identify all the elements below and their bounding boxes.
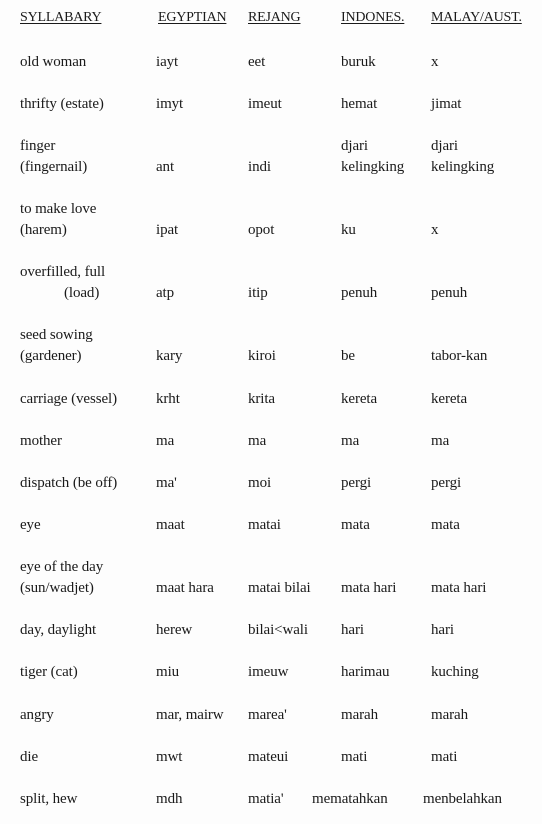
cell-malay bbox=[431, 431, 449, 452]
cell-syllabary bbox=[20, 557, 103, 599]
cell-egyptian bbox=[156, 473, 177, 494]
cell-line: mateui bbox=[248, 749, 289, 765]
cell-line: mematahkan bbox=[312, 791, 388, 807]
cell-syllabary bbox=[20, 747, 38, 768]
cell-line: old woman bbox=[20, 54, 87, 70]
cell-line bbox=[431, 325, 487, 346]
cell-syllabary bbox=[20, 52, 86, 73]
cell-line bbox=[341, 262, 377, 283]
cell-line bbox=[431, 199, 438, 220]
cell-egyptian bbox=[156, 557, 214, 599]
cell-malay bbox=[431, 705, 468, 726]
cell-line: matia' bbox=[248, 791, 284, 807]
cell-rejang bbox=[248, 557, 311, 599]
cell-line: ant bbox=[156, 159, 175, 175]
cell-line: hemat bbox=[341, 96, 378, 112]
cell-line: dispatch (be off) bbox=[20, 475, 118, 491]
cell-line: kuching bbox=[431, 664, 479, 680]
cell-rejang bbox=[248, 52, 265, 73]
cell-line: mati bbox=[431, 749, 458, 765]
cell-egyptian bbox=[156, 262, 174, 304]
cell-line: mata hari bbox=[431, 580, 487, 596]
cell-syllabary bbox=[20, 662, 78, 683]
cell-line: harimau bbox=[341, 664, 390, 680]
cell-rejang bbox=[248, 747, 288, 768]
cell-egyptian bbox=[156, 94, 183, 115]
cell-malay bbox=[431, 52, 438, 73]
cell-line bbox=[156, 262, 174, 283]
cell-malay bbox=[431, 199, 438, 241]
cell-line: djari bbox=[431, 138, 458, 154]
cell-line: mata hari bbox=[341, 580, 397, 596]
cell-line bbox=[341, 199, 356, 220]
cell-malay bbox=[431, 136, 494, 178]
cell-line: day, daylight bbox=[20, 622, 97, 638]
cell-line: ma bbox=[248, 433, 267, 449]
cell-egyptian bbox=[156, 199, 178, 241]
cell-syllabary bbox=[20, 262, 105, 304]
cell-syllabary bbox=[20, 389, 117, 410]
cell-line: atp bbox=[156, 285, 175, 301]
cell-line: krht bbox=[156, 391, 180, 407]
cell-line: mar, mairw bbox=[156, 707, 224, 723]
cell-egyptian bbox=[156, 431, 174, 452]
cell-indones bbox=[341, 136, 404, 178]
cell-line bbox=[248, 262, 268, 283]
cell-indones bbox=[341, 262, 377, 304]
cell-line: herew bbox=[156, 622, 193, 638]
cell-syllabary bbox=[20, 620, 96, 641]
cell-line: ma' bbox=[156, 475, 177, 491]
header-egyptian: EGYPTIAN bbox=[158, 10, 227, 25]
cell-egyptian bbox=[156, 747, 182, 768]
cell-indones bbox=[341, 747, 367, 768]
cell-line: pergi bbox=[341, 475, 372, 491]
cell-line: penuh bbox=[341, 285, 378, 301]
cell-rejang bbox=[248, 199, 274, 241]
cell-line: finger bbox=[20, 138, 56, 154]
cell-line: die bbox=[20, 749, 39, 765]
cell-line: carriage (vessel) bbox=[20, 391, 117, 407]
cell-malay bbox=[431, 389, 467, 410]
cell-line bbox=[248, 557, 311, 578]
cell-line bbox=[156, 136, 174, 157]
cell-indones bbox=[341, 325, 355, 367]
cell-indones bbox=[341, 94, 377, 115]
cell-line: maat bbox=[156, 517, 185, 533]
cell-syllabary bbox=[20, 789, 77, 810]
cell-line bbox=[156, 325, 182, 346]
cell-line: ma bbox=[156, 433, 175, 449]
cell-line: hari bbox=[431, 622, 454, 638]
cell-line: itip bbox=[248, 285, 268, 301]
cell-malay bbox=[431, 325, 487, 367]
cell-line: mata bbox=[431, 517, 460, 533]
cell-line: hari bbox=[341, 622, 364, 638]
cell-rejang bbox=[248, 325, 276, 367]
cell-line bbox=[341, 325, 355, 346]
cell-line: seed sowing bbox=[20, 327, 93, 343]
header-malay-aust: MALAY/AUST. bbox=[431, 10, 522, 25]
cell-indones bbox=[341, 620, 364, 641]
cell-line: kary bbox=[156, 348, 183, 364]
cell-line bbox=[248, 325, 276, 346]
cell-rejang bbox=[248, 262, 268, 304]
cell-malay bbox=[423, 789, 502, 810]
cell-line: angry bbox=[20, 707, 54, 723]
cell-egyptian bbox=[156, 136, 174, 178]
header-indonesian: INDONES. bbox=[341, 10, 405, 25]
cell-line: mwt bbox=[156, 749, 183, 765]
cell-indones bbox=[341, 52, 376, 73]
cell-line: (fingernail) bbox=[20, 159, 88, 175]
cell-line: jimat bbox=[431, 96, 462, 112]
cell-line: split, hew bbox=[20, 791, 78, 807]
cell-egyptian bbox=[156, 662, 179, 683]
cell-malay bbox=[431, 473, 461, 494]
cell-line: (gardener) bbox=[20, 348, 82, 364]
cell-rejang bbox=[248, 705, 287, 726]
cell-malay bbox=[431, 557, 486, 599]
cell-malay bbox=[431, 662, 479, 683]
cell-line: overfilled, full bbox=[20, 264, 106, 280]
cell-egyptian bbox=[156, 52, 178, 73]
cell-malay bbox=[431, 515, 460, 536]
cell-line: opot bbox=[248, 222, 275, 238]
cell-line: pergi bbox=[431, 475, 462, 491]
cell-syllabary bbox=[20, 431, 62, 452]
cell-rejang bbox=[248, 389, 275, 410]
cell-line: x bbox=[431, 54, 439, 70]
cell-line: ma bbox=[431, 433, 450, 449]
cell-line: imeuw bbox=[248, 664, 289, 680]
cell-egyptian bbox=[156, 620, 192, 641]
cell-line: marah bbox=[341, 707, 378, 723]
cell-line bbox=[431, 557, 486, 578]
cell-indones bbox=[341, 389, 377, 410]
cell-line: djari bbox=[341, 138, 368, 154]
cell-syllabary bbox=[20, 199, 96, 241]
cell-line: kelingking bbox=[341, 159, 405, 175]
cell-indones bbox=[312, 789, 388, 810]
cell-malay bbox=[431, 620, 454, 641]
cell-egyptian bbox=[156, 389, 180, 410]
cell-rejang bbox=[248, 94, 282, 115]
cell-indones bbox=[341, 662, 389, 683]
cell-line bbox=[248, 199, 274, 220]
cell-line: matai bilai bbox=[248, 580, 311, 596]
cell-line: kereta bbox=[341, 391, 378, 407]
cell-line: marea' bbox=[248, 707, 287, 723]
cell-line: mata bbox=[341, 517, 370, 533]
cell-malay bbox=[431, 94, 461, 115]
cell-line: iayt bbox=[156, 54, 179, 70]
cell-egyptian bbox=[156, 515, 185, 536]
cell-line: bilai<wali bbox=[248, 622, 308, 638]
cell-malay bbox=[431, 262, 467, 304]
cell-line: imyt bbox=[156, 96, 184, 112]
header-rejang: REJANG bbox=[248, 10, 301, 25]
cell-line: eye of the day bbox=[20, 559, 104, 575]
cell-line: indi bbox=[248, 159, 271, 175]
cell-line: penuh bbox=[431, 285, 468, 301]
cell-line: (sun/wadjet) bbox=[20, 580, 94, 596]
cell-line: matai bbox=[248, 517, 281, 533]
cell-indones bbox=[341, 515, 370, 536]
cell-line bbox=[156, 199, 178, 220]
cell-line bbox=[248, 136, 271, 157]
cell-line: (harem) bbox=[20, 222, 67, 238]
cell-indones bbox=[341, 199, 356, 241]
cell-line: kiroi bbox=[248, 348, 276, 364]
cell-line bbox=[156, 557, 214, 578]
cell-indones bbox=[341, 431, 359, 452]
cell-line bbox=[341, 557, 396, 578]
cell-line: tiger (cat) bbox=[20, 664, 78, 680]
cell-line: mdh bbox=[156, 791, 183, 807]
cell-egyptian bbox=[156, 789, 182, 810]
cell-line: marah bbox=[431, 707, 468, 723]
cell-line: ipat bbox=[156, 222, 179, 238]
cell-line: kereta bbox=[431, 391, 468, 407]
cell-line: eye bbox=[20, 517, 41, 533]
cell-rejang bbox=[248, 662, 288, 683]
cell-syllabary bbox=[20, 473, 117, 494]
cell-line: to make love bbox=[20, 201, 97, 217]
cell-line: x bbox=[431, 222, 439, 238]
cell-line: tabor-kan bbox=[431, 348, 488, 364]
cell-line: miu bbox=[156, 664, 180, 680]
cell-line: buruk bbox=[341, 54, 376, 70]
cell-line: mother bbox=[20, 433, 62, 449]
cell-line: imeut bbox=[248, 96, 282, 112]
cell-syllabary bbox=[20, 705, 54, 726]
cell-egyptian bbox=[156, 705, 224, 726]
cell-syllabary bbox=[20, 325, 93, 367]
cell-line: (load) bbox=[64, 285, 100, 301]
cell-line bbox=[431, 262, 467, 283]
header-syllabary: SYLLABARY bbox=[20, 10, 102, 25]
cell-line: krita bbox=[248, 391, 275, 407]
cell-indones bbox=[341, 557, 396, 599]
cell-rejang bbox=[248, 620, 308, 641]
cell-rejang bbox=[248, 431, 266, 452]
cell-egyptian bbox=[156, 325, 182, 367]
cell-rejang bbox=[248, 789, 283, 810]
cell-malay bbox=[431, 747, 457, 768]
cell-rejang bbox=[248, 473, 271, 494]
cell-line: menbelahkan bbox=[423, 791, 502, 807]
cell-syllabary bbox=[20, 94, 104, 115]
cell-line: kelingking bbox=[431, 159, 495, 175]
cell-indones bbox=[341, 473, 371, 494]
cell-line: ku bbox=[341, 222, 356, 238]
cell-line: eet bbox=[248, 54, 266, 70]
cell-line: maat hara bbox=[156, 580, 214, 596]
cell-syllabary bbox=[20, 136, 87, 178]
cell-line: moi bbox=[248, 475, 272, 491]
cell-indones bbox=[341, 705, 378, 726]
cell-line: thrifty (estate) bbox=[20, 96, 104, 112]
cell-rejang bbox=[248, 136, 271, 178]
cell-line: ma bbox=[341, 433, 360, 449]
cell-line: be bbox=[341, 348, 355, 364]
cell-rejang bbox=[248, 515, 281, 536]
cell-syllabary bbox=[20, 515, 41, 536]
cell-line: mati bbox=[341, 749, 368, 765]
